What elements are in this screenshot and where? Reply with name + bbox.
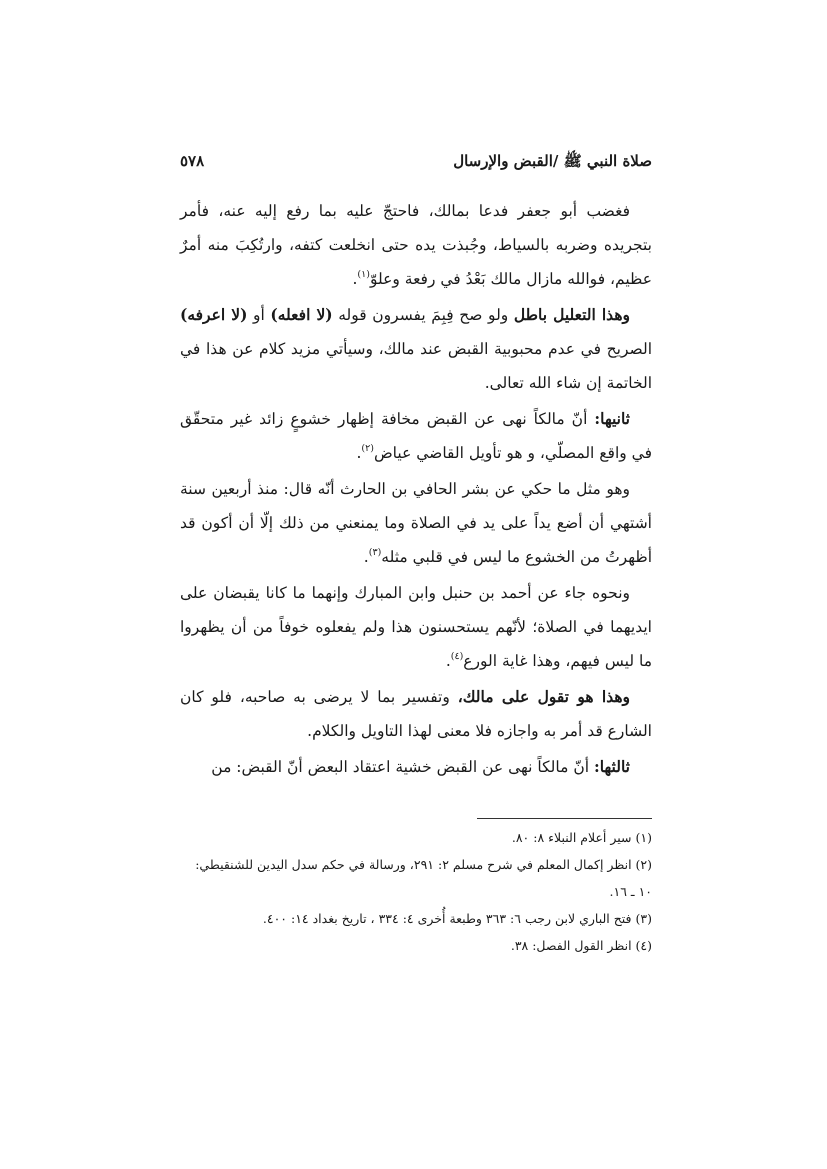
paragraph-7 [180, 750, 652, 784]
paragraph-6-lead: وهذا هو تقول على مالك، [457, 687, 630, 706]
paragraph-5 [180, 576, 652, 678]
page-number: ٥٧٨ [180, 152, 205, 170]
paragraph-3 [180, 402, 652, 470]
footnote-ref-1: (١) [357, 269, 370, 280]
paragraph-7-lead: ثالثها: [593, 757, 630, 776]
footnote-ref-3: (٣) [368, 547, 382, 558]
footnote-1: (١) سير أعلام النبلاء ٨: ٨٠. [511, 830, 652, 845]
running-title: صلاة النبي ﷺ /القبض والإرسال [453, 152, 652, 170]
paragraph-1 [180, 194, 652, 296]
paragraph-4 [180, 472, 652, 574]
paragraph-2-or: أو [247, 306, 271, 324]
main-text [180, 194, 652, 784]
footnote-ref-2: (٢) [361, 443, 374, 454]
paragraph-4-text: وهو مثل ما حكي عن بشر الحافي بن الحارث أنّه قال: منذ أربعين سنة أشتهي أن أضع يداً على يد في الصلاة وما يمنعني من ذلك إلّا أن أكون قد أظهرتُ من الخشوع ما ليس في قلبي مثله [180, 480, 652, 566]
paragraph-2 [180, 298, 652, 400]
footnote-3: (٣) فتح الباري لابن رجب ٦: ٣٦٣ وطبعة أُخرى ٤: ٣٣٤ ، تاريخ بغداد ١٤: ٤٠٠. [262, 911, 652, 926]
paragraph-1-text: فغضب أبو جعفر فدعا بمالك، فاحتجّ عليه بما رفع إليه عنه، فأمر بتجريده وضربه بالسياط، وجُبذت يده حتى انخلعت كتفه، وارتُكِبَ منه أمرٌ عظيم، فوالله مازال مالك بَعْدُ في رفعة وعلوّ [180, 202, 652, 288]
footnote-2: (٢) انظر إكمال المعلم في شرح مسلم ٢: ٢٩١، ورسالة في حكم سدل اليدين للشنقيطي: ١٠ ـ ١٦. [195, 857, 652, 899]
paragraph-5-end: . [445, 652, 451, 670]
footnote-4: (٤) انظر القول الفصل: ٣٨. [510, 938, 652, 953]
footnotes [180, 824, 652, 959]
paragraph-4-end: . [363, 548, 369, 566]
footnote-separator [477, 818, 652, 819]
footnote-ref-4: (٤) [450, 651, 464, 662]
paragraph-6 [180, 680, 652, 748]
paragraph-1-end: . [352, 270, 358, 288]
paragraph-2-rest: الصريح في عدم محبوبية القبض عند مالك، وسيأتي مزيد كلام عن هذا في الخاتمة إن شاء الله تعالى. [180, 340, 652, 392]
paragraph-2-lead: وهذا التعليل باطل [513, 305, 630, 324]
running-header [180, 152, 652, 182]
paragraph-7-text: أنّ مالكاً نهى عن القبض خشية اعتقاد البعض أنّ القبض: من [211, 758, 594, 776]
quote-la-afalahu: (لا افعله) [270, 305, 333, 324]
paragraph-3-text: أنّ مالكاً نهى عن القبض مخافة إظهار خشوعٍ زائد غير متحقّق في واقع المصلّي، و هو تأويل القاضي عياض [180, 410, 652, 462]
paragraph-5-text: ونحوه جاء عن أحمد بن حنبل وابن المبارك وإنهما ما كانا يقبضان على ايديهما في الصلاة؛ لأنّهم يستحسنون هذا ولم يفعلوه خوفاً من أن يظهروا ما ليس فيهم، وهذا غاية الورع [180, 584, 652, 670]
quote-la-arifahu: (لا اعرفه) [180, 305, 248, 324]
paragraph-6-rest: وتفسير بما لا يرضى به صاحبه، فلو كان الشارع قد أمر به واجازه فلا معنى لهذا التاويل والكلام. [180, 688, 652, 740]
paragraph-2-mid: ولو صح فِبِمَ يفسرون قوله [332, 306, 514, 324]
paragraph-3-end: . [356, 444, 362, 462]
paragraph-3-lead: ثانيها: [594, 409, 630, 428]
